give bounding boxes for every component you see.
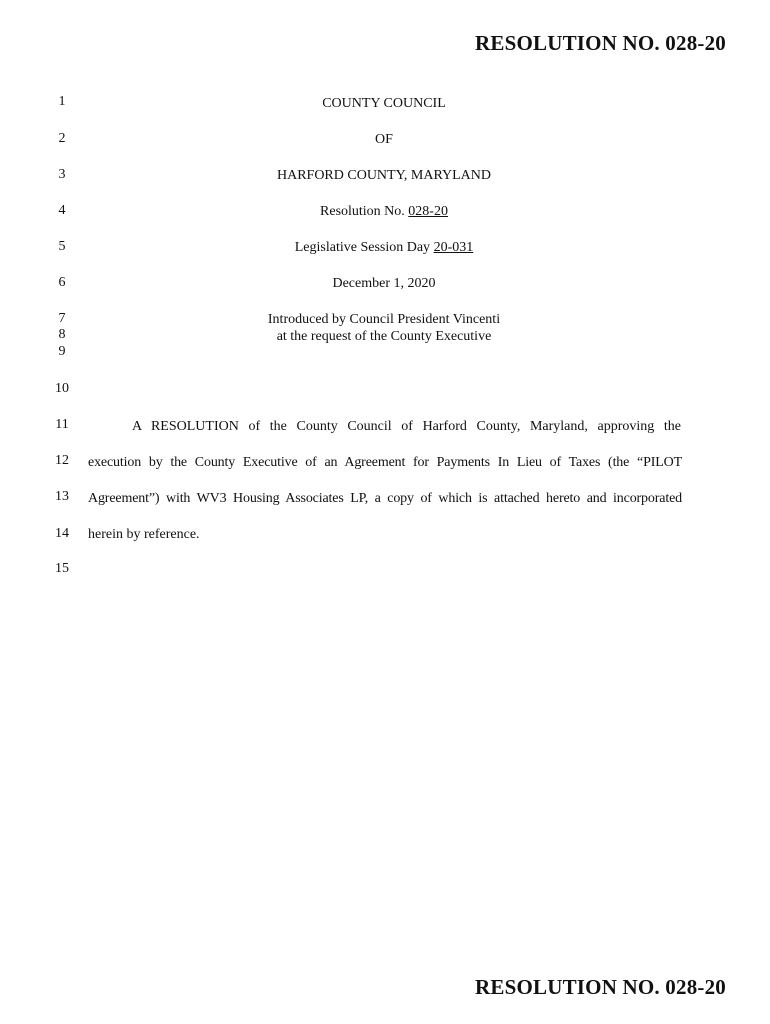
line-number: 4 [58,203,66,218]
line-number: 15 [55,561,69,576]
page-header-title: RESOLUTION NO. 028-20 [475,31,726,55]
county-heading: HARFORD COUNTY, MARYLAND [276,168,492,183]
of-heading: OF [375,132,393,147]
resolution-number-prefix: Resolution No. [320,204,409,219]
line-number: 7 [58,311,66,326]
line-number: 13 [55,489,69,504]
page-footer-title: RESOLUTION NO. 028-20 [475,975,726,999]
body-line-1: A RESOLUTION of the County Council of Harford County, Maryland, approving the [132,419,681,434]
date-line: December 1, 2020 [332,276,436,291]
session-day-line [90,240,678,256]
line-number: 10 [55,381,69,396]
line-number: 5 [58,239,66,254]
session-day-number: 20-031 [433,240,474,255]
body-line-4: herein by reference. [88,527,200,542]
session-day-prefix: Legislative Session Day [294,240,434,255]
introduced-by-line: Introduced by Council President Vincenti [267,312,501,327]
resolution-number: 028-20 [408,204,448,219]
line-number: 14 [55,526,69,541]
body-line-2: execution by the County Executive of an Agreement for Payments In Lieu of Taxes (the “PILOT [88,455,682,470]
body-line-3: Agreement”) with WV3 Housing Associates LP, a copy of which is attached hereto and incorporated [88,491,682,506]
line-number: 2 [58,131,66,146]
resolution-number-line [90,204,678,220]
line-number: 1 [58,94,66,109]
request-line: at the request of the County Executive [276,329,492,344]
line-number: 8 [58,327,66,342]
line-number: 11 [55,417,69,432]
council-heading: COUNTY COUNCIL [322,96,446,111]
line-number: 12 [55,453,69,468]
line-number: 3 [58,167,66,182]
line-number: 9 [58,344,66,359]
line-number: 6 [58,275,66,290]
